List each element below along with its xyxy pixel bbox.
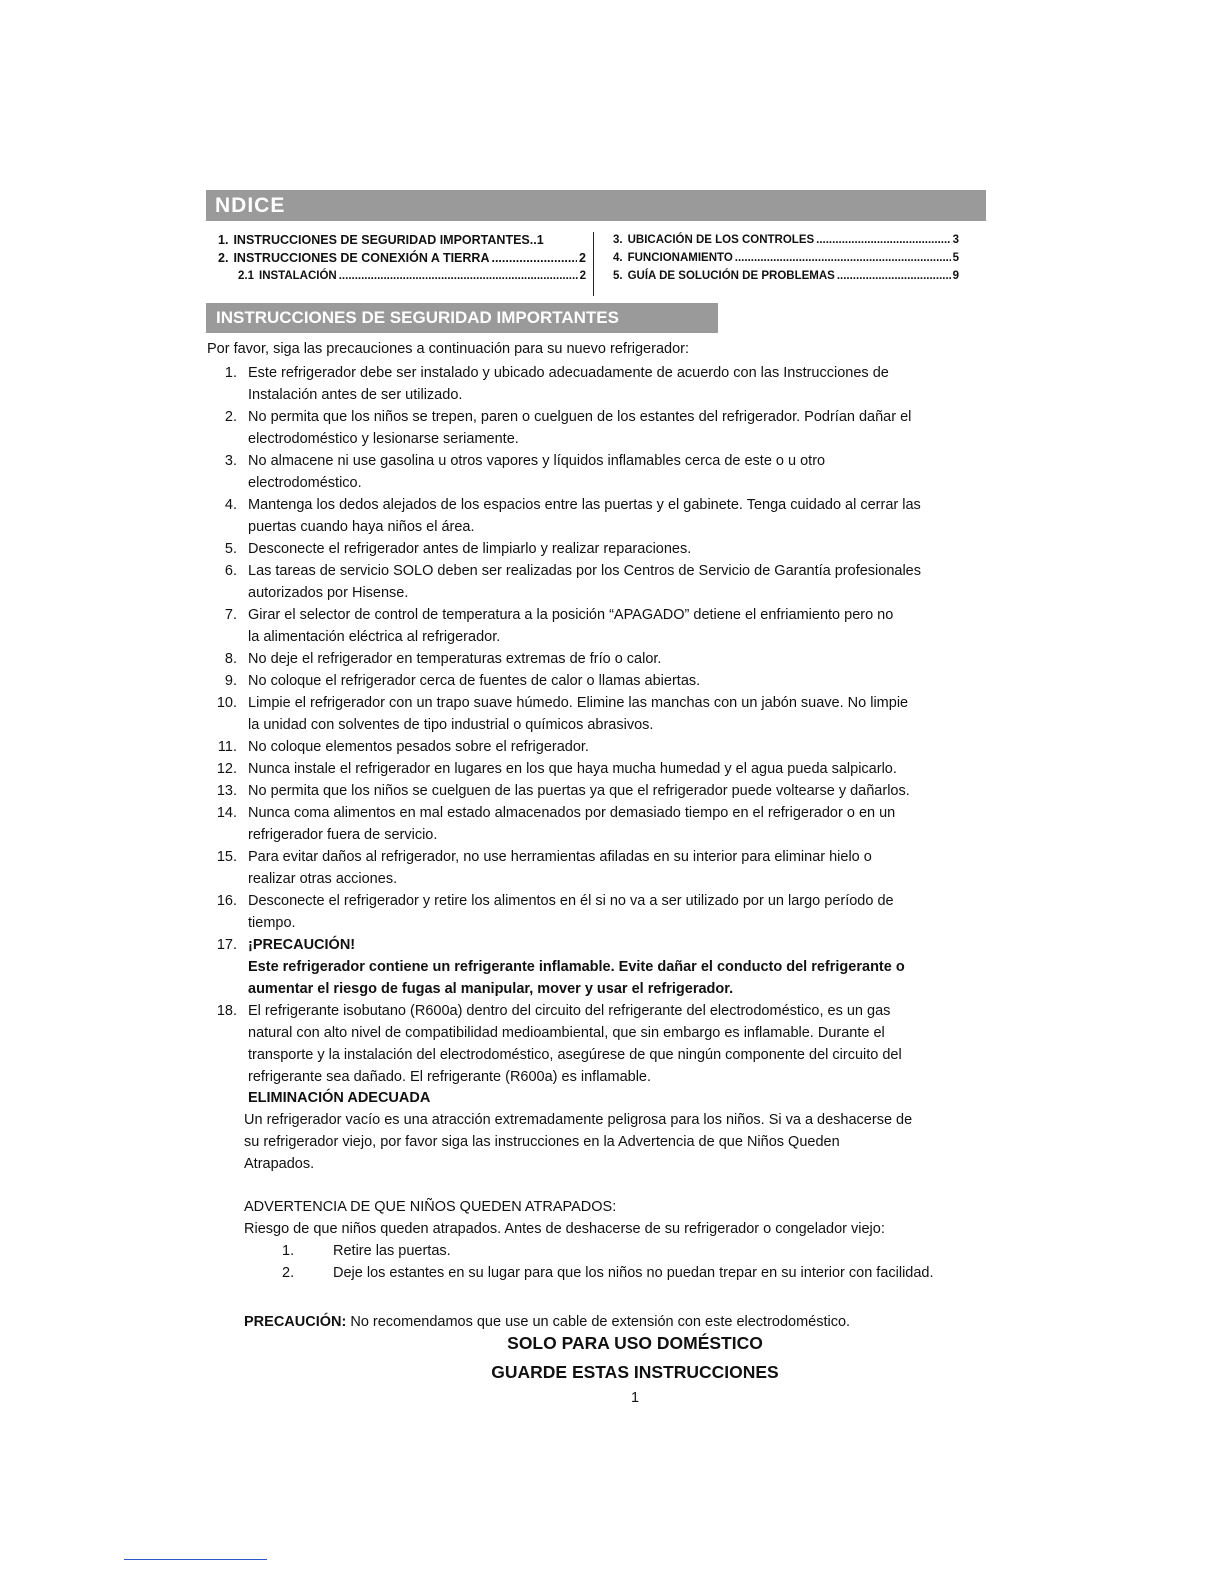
list-item-number: 15. (216, 849, 237, 865)
toc-leader-dots (816, 234, 950, 246)
list-item (207, 1000, 1007, 1088)
caution-label: PRECAUCIÓN: (244, 1314, 347, 1330)
index-title: NDICE (215, 193, 286, 217)
list-item (207, 934, 1007, 1000)
list-item-line: No permita que los niños se trepen, paren o cuelguen de los estantes del refrigerador. Podrían dañar el (248, 409, 912, 425)
list-item (207, 890, 1007, 934)
toc-entry-label: FUNCIONAMIENTO (627, 252, 733, 264)
list-item (207, 780, 1007, 802)
household-use-notice: SOLO PARA USO DOMÉSTICO (507, 1333, 763, 1353)
extension-cord-caution (244, 1311, 850, 1333)
list-item-line: Girar el selector de control de temperatura a la posición “APAGADO” detiene el enfriamiento pero no (248, 607, 894, 623)
list-item-line: No coloque el refrigerador cerca de fuentes de calor o llamas abiertas. (248, 673, 701, 689)
list-item-line: realizar otras acciones. (248, 871, 398, 887)
warning-heading: ADVERTENCIA DE QUE NIÑOS QUEDEN ATRAPADOS: (244, 1199, 617, 1215)
disposal-line: Un refrigerador vacío es una atracción extremadamente peligrosa para los niños. Si va a deshacerse de (244, 1112, 913, 1128)
toc-entry[interactable] (218, 231, 586, 249)
list-item-number: 16. (216, 893, 237, 909)
list-item-number: 14. (216, 805, 237, 821)
list-item-line: No almacene ni use gasolina u otros vapores y líquidos inflamables cerca de este o u otro (248, 453, 826, 469)
toc-entry-page: 2 (579, 270, 586, 282)
index-header (206, 190, 986, 221)
list-item-line: refrigerante sea dañado. El refrigerante (R600a) es inflamable. (248, 1069, 652, 1085)
caution-line: aumentar el riesgo de fugas al manipular, mover y usar el refrigerador. (248, 981, 734, 997)
list-item-number: 3. (224, 453, 237, 469)
toc-entry[interactable] (613, 231, 959, 249)
list-item (207, 692, 1007, 736)
toc-leader-dots (735, 252, 951, 264)
toc-entry-number: 2. (218, 251, 229, 265)
list-item-line: Mantenga los dedos alejados de los espacios entre las puertas y el gabinete. Tenga cuidado al cerrar las (248, 497, 921, 513)
warning-step-text: Retire las puertas. (333, 1243, 451, 1259)
list-item-line: puertas cuando haya niños el área. (248, 519, 475, 535)
toc-entry-label: INSTRUCCIONES DE SEGURIDAD IMPORTANTES. (233, 233, 534, 247)
toc-entry-number: 1. (218, 233, 229, 247)
toc-leader-dots (339, 270, 578, 282)
entrapment-warning (244, 1196, 1014, 1284)
list-item-line: No deje el refrigerador en temperaturas extremas de frío o calor. (248, 651, 662, 667)
toc-leader-dots (491, 251, 577, 265)
toc-divider (593, 232, 594, 296)
toc-entry-number: 2.1 (238, 270, 254, 282)
list-item-line: Instalación antes de ser utilizado. (248, 387, 463, 403)
list-item-line: Este refrigerador debe ser instalado y ubicado adecuadamente de acuerdo con las Instrucciones de (248, 365, 889, 381)
list-item-line: electrodoméstico. (248, 475, 362, 491)
list-item-number: 2. (224, 409, 237, 425)
list-item-number: 18. (216, 1003, 237, 1019)
toc-entry-page: 5 (952, 252, 959, 264)
toc-entry-label: GUÍA DE SOLUCIÓN DE PROBLEMAS (627, 270, 835, 282)
list-item-line: refrigerador fuera de servicio. (248, 827, 438, 843)
warning-step-number: 1. (282, 1243, 295, 1259)
list-item-line: Desconecte el refrigerador y retire los alimentos en él si no va a ser utilizado por un largo período de (248, 893, 894, 909)
list-item (207, 406, 1007, 450)
caution-text: No recomendamos que use un cable de extensión con este electrodoméstico. (346, 1314, 851, 1330)
caution-heading: ¡PRECAUCIÓN! (248, 937, 356, 953)
toc-entry-label: UBICACIÓN DE LOS CONTROLES (627, 234, 815, 246)
list-item (207, 538, 1007, 560)
toc-entry-page: 9 (952, 270, 959, 282)
list-item (207, 846, 1007, 890)
list-item-line: electrodoméstico y lesionarse seriamente. (248, 431, 519, 447)
toc-entry-page: 3 (952, 234, 959, 246)
list-item-line: Para evitar daños al refrigerador, no use herramientas afiladas en su interior para eliminar hielo o (248, 849, 872, 865)
list-item (207, 450, 1007, 494)
warning-step (244, 1262, 1014, 1284)
list-item-line: Nunca coma alimentos en mal estado almacenados por demasiado tiempo en el refrigerador o en un (248, 805, 896, 821)
list-item-number: 12. (216, 761, 237, 777)
list-item-line: Las tareas de servicio SOLO deben ser realizadas por los Centros de Servicio de Garantía profesionales (248, 563, 921, 579)
disposal-line: su refrigerador viejo, por favor siga las instrucciones en la Advertencia de que Niños Queden (244, 1134, 840, 1150)
warning-text: Riesgo de que niños queden atrapados. Antes de deshacerse de su refrigerador o congelador viejo: (244, 1221, 885, 1237)
list-item-number: 6. (224, 563, 237, 579)
list-item-line: No coloque elementos pesados sobre el refrigerador. (248, 739, 589, 755)
toc-leader-dots (837, 270, 951, 282)
list-item-line: la alimentación eléctrica al refrigerador. (248, 629, 501, 645)
toc-entry[interactable] (218, 267, 586, 285)
safety-section-title: INSTRUCCIONES DE SEGURIDAD IMPORTANTES (216, 308, 619, 327)
list-item-number: 10. (216, 695, 237, 711)
disposal-heading: ELIMINACIÓN ADECUADA (248, 1090, 431, 1106)
list-item-line: Limpie el refrigerador con un trapo suave húmedo. Elimine las manchas con un jabón suave. No limpie (248, 695, 909, 711)
list-item-line: Nunca instale el refrigerador en lugares en los que haya mucha humedad y el agua pueda salpicarlo. (248, 761, 897, 777)
warning-step-number: 2. (282, 1265, 295, 1281)
warning-step-text: Deje los estantes en su lugar para que los niños no puedan trepar en su interior con facilidad. (333, 1265, 934, 1281)
intro-text: Por favor, siga las precauciones a continuación para su nuevo refrigerador: (207, 341, 690, 357)
toc-entry-number: 3. (613, 234, 623, 246)
list-item-number: 1. (224, 365, 237, 381)
list-item-number: 4. (224, 497, 237, 513)
list-item (207, 758, 1007, 780)
list-item (207, 362, 1007, 406)
toc-entry[interactable] (613, 249, 959, 267)
disposal-section (244, 1087, 1004, 1175)
warning-step (244, 1240, 1014, 1262)
list-item-line: natural con alto nivel de compatibilidad medioambiental, que sin embargo es inflamable. Durante el (248, 1025, 885, 1041)
footnote-rule (124, 1559, 267, 1560)
list-item-number: 9. (224, 673, 237, 689)
list-item-number: 5. (224, 541, 237, 557)
list-item-number: 13. (216, 783, 237, 799)
list-item-number: 8. (224, 651, 237, 667)
toc-entry-number: 4. (613, 252, 623, 264)
safety-instructions-list (207, 362, 1007, 1088)
list-item-line: Desconecte el refrigerador antes de limpiarlo y realizar reparaciones. (248, 541, 692, 557)
save-instructions-notice: GUARDE ESTAS INSTRUCCIONES (491, 1362, 779, 1382)
list-item-line: transporte y la instalación del electrodoméstico, asegúrese de que ningún componente del circuito del (248, 1047, 902, 1063)
list-item-line: No permita que los niños se cuelguen de las puertas ya que el refrigerador puede voltearse y dañarlos. (248, 783, 910, 799)
toc-entry[interactable] (218, 249, 586, 267)
list-item-number: 11. (217, 739, 237, 755)
toc-entry-page: .1 (533, 233, 544, 247)
list-item (207, 560, 1007, 604)
toc-entry-label: INSTALACIÓN (259, 270, 337, 282)
list-item (207, 736, 1007, 758)
list-item (207, 648, 1007, 670)
list-item-number: 7. (224, 607, 237, 623)
toc-entry-label: INSTRUCCIONES DE CONEXIÓN A TIERRA (233, 251, 490, 265)
list-item (207, 604, 1007, 648)
safety-section-header (206, 303, 718, 333)
list-item (207, 494, 1007, 538)
page-number: 1 (630, 1390, 640, 1406)
disposal-line: Atrapados. (244, 1156, 315, 1172)
toc-right-column (613, 231, 959, 285)
list-item-number: 17. (216, 937, 237, 953)
list-item-line: tiempo. (248, 915, 296, 931)
caution-line: Este refrigerador contiene un refrigerante inflamable. Evite dañar el conducto del refrigerante o (248, 959, 905, 975)
toc-entry[interactable] (613, 267, 959, 285)
list-item (207, 802, 1007, 846)
list-item-line: autorizados por Hisense. (248, 585, 409, 601)
toc-left-column (218, 231, 586, 285)
list-item-line: la unidad con solventes de tipo industrial o químicos abrasivos. (248, 717, 654, 733)
toc-entry-number: 5. (613, 270, 623, 282)
list-item-line: El refrigerante isobutano (R600a) dentro del circuito del refrigerante del electrodoméstico, es un gas (248, 1003, 891, 1019)
toc-entry-page: 2 (579, 251, 586, 265)
list-item (207, 670, 1007, 692)
